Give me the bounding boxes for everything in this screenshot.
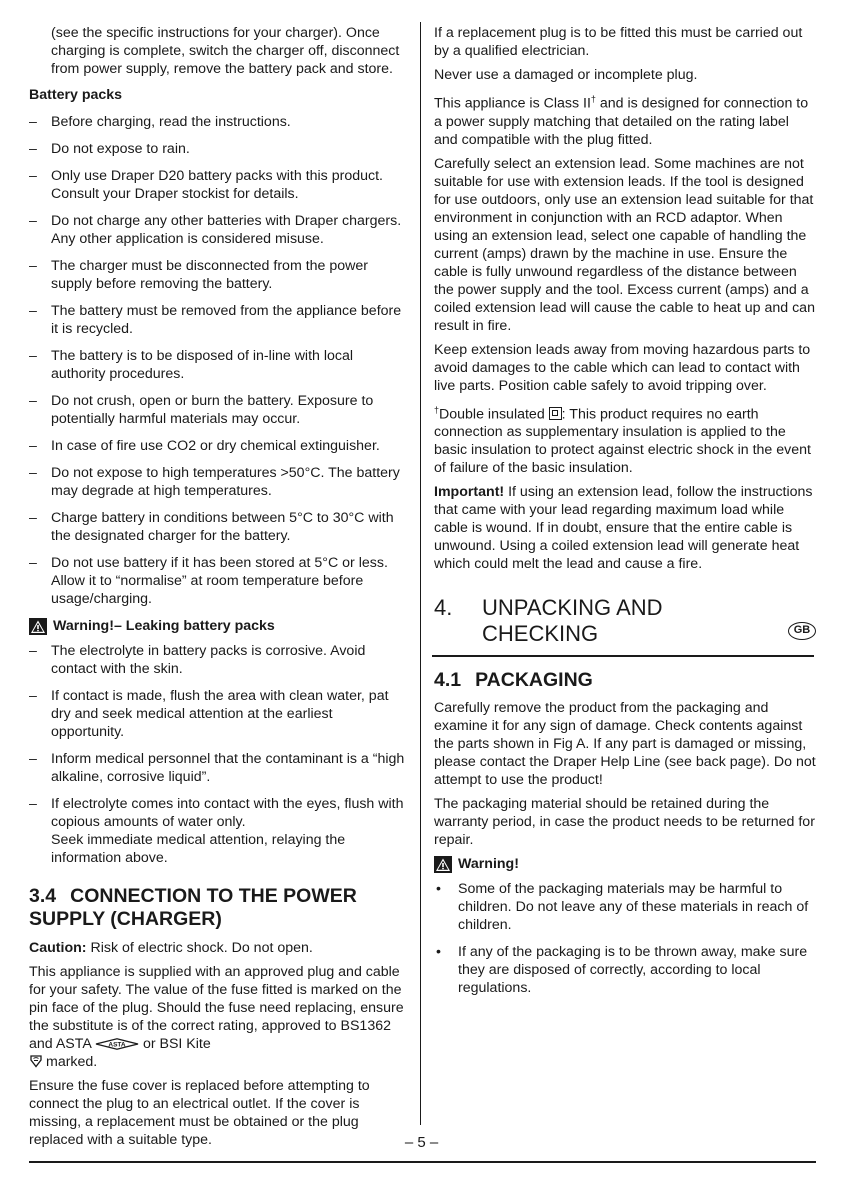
- battery-packs-heading: Battery packs: [29, 87, 123, 103]
- section-rule: [432, 655, 814, 657]
- double-insulated-icon: [549, 407, 562, 420]
- list-item: – Do not use battery if it has been stored at 5°C or less. Allow it to “normalise” at room temperature before usage/charging.: [29, 554, 407, 608]
- keep-away-paragraph: Keep extension leads away from moving hazardous parts to avoid damages to the cable which can lead to contact with live parts. Position cable safely to avoid tripping over.: [434, 341, 811, 394]
- leaking-battery-warning-heading: [29, 617, 407, 635]
- packaging-warning-list: [434, 880, 816, 997]
- plug-text: This appliance is supplied with an approved plug and cable for your safety. The value of the fuse fitted is marked on the pin face of the plug. Should the fuse need replacing, ensure the substitute is of the correct rating, approved to BS1362 and ASTA: [29, 964, 404, 1052]
- double-insulated-text: Double insulated: [439, 406, 549, 423]
- list-item: – Do not expose to high temperatures >50°C. The battery may degrade at high temperatures.: [29, 464, 407, 500]
- gb-language-badge: GB: [788, 622, 816, 640]
- warning-triangle-icon: [29, 618, 47, 635]
- section-3-4-heading: [29, 885, 407, 931]
- packaging-warning-heading: [434, 855, 816, 873]
- double-insulated-text: : This product requires no earth connection as supplementary insulation is applied to the basic insulation to protect against electric shock in the event of failure of the basic insulation.: [434, 406, 811, 477]
- list-item: – Inform medical personnel that the contaminant is a “high alkaline, corrosive liquid”.: [29, 750, 407, 786]
- list-item: • Some of the packaging materials may be harmful to children. Do not leave any of these materials in reach of children.: [434, 880, 816, 934]
- warning-title: – Leaking battery packs: [113, 618, 275, 634]
- section-4-1-heading: [434, 669, 816, 691]
- asta-mark-label: ASTA: [108, 1041, 126, 1049]
- class-ii-text: and is designed for connection to a power supply matching that detailed on the rating label and compatible with the plug fitted.: [434, 95, 809, 148]
- damaged-plug-paragraph: Never use a damaged or incomplete plug.: [434, 67, 698, 83]
- page-number: – 5 –: [404, 1134, 439, 1151]
- section-title: CONNECTION TO THE POWER SUPPLY (CHARGER): [29, 885, 357, 930]
- extension-lead-paragraph: Carefully select an extension lead. Some machines are not suitable for use with extension leads. If the tool is designed for use outdoors, only use an extension lead suitable for that environment in conjunction with an RCD adaptor. When using an extension lead, select one capable of handling the current (amps) drawn by the machine in use. Ensure the cable is fully unwound regardless of the distance between the power supply and the tool. Excess current (amps) and a coiled extension lead will cause the cable to heat up and can result in fire.: [434, 155, 815, 334]
- section-title-line1: UNPACKING AND: [482, 595, 663, 621]
- dagger-mark: †: [434, 404, 440, 415]
- section-number: 3.4: [29, 885, 57, 907]
- caution-paragraph: [29, 939, 407, 957]
- warning-label: Warning!: [458, 856, 519, 873]
- caution-text: Risk of electric shock. Do not open.: [86, 940, 313, 956]
- plug-text: marked.: [46, 1054, 98, 1070]
- section-4-heading: [434, 595, 816, 647]
- list-item: – If contact is made, flush the area with clean water, pat dry and seek medical attention at the earliest opportunity.: [29, 687, 407, 741]
- section-title-line2: CHECKING: [482, 621, 599, 647]
- section-number: 4.: [434, 595, 453, 621]
- plug-text: or BSI Kite: [139, 1036, 211, 1052]
- list-item: – The electrolyte in battery packs is corrosive. Avoid contact with the skin.: [29, 642, 407, 678]
- section-number: 4.1: [434, 669, 462, 692]
- charging-instructions-continued: (see the specific instructions for your charger). Once charging is complete, switch the charger off, disconnect from power supply, remove the battery pack and store.: [51, 25, 400, 77]
- battery-packs-list: [29, 113, 407, 608]
- packaging-retain-paragraph: The packaging material should be retained during the warranty period, in case the product needs to be returned for repair.: [434, 796, 815, 849]
- column-divider: [420, 22, 421, 1125]
- list-item: – The battery is to be disposed of in-line with local authority procedures.: [29, 347, 407, 383]
- fuse-cover-paragraph: Ensure the fuse cover is replaced before attempting to connect the plug to an electrical outlet. If the cover is missing, a replacement must be obtained or the plug replaced with a suitable type.: [29, 1078, 370, 1148]
- footer-rule: [29, 1161, 816, 1163]
- bsi-kite-icon: [29, 1054, 43, 1068]
- list-item: – The battery must be removed from the appliance before it is recycled.: [29, 302, 407, 338]
- list-item-text: Seek immediate medical attention, relaying the information above.: [51, 832, 346, 866]
- double-insulated-paragraph: [434, 401, 816, 478]
- list-item: – Do not crush, open or burn the battery. Exposure to potentially harmful materials may occur.: [29, 392, 407, 428]
- list-item-text: If electrolyte comes into contact with the eyes, flush with copious amounts of water only.: [51, 796, 404, 830]
- list-item: [29, 795, 407, 867]
- important-label: Important!: [434, 484, 505, 501]
- plug-paragraph: [29, 963, 407, 1071]
- dagger-mark: †: [590, 94, 596, 104]
- warning-label: Warning!: [53, 618, 114, 634]
- leaking-battery-list: [29, 642, 407, 867]
- important-text: If using an extension lead, follow the instructions that came with your lead regarding maximum load while cable is wound. If in doubt, ensure that the entire cable is unwound. Using a coiled extension lead will generate heat which could melt the lead and cause a fire.: [434, 484, 813, 573]
- class-ii-text: This appliance is Class II: [434, 95, 591, 112]
- replacement-plug-paragraph: If a replacement plug is to be fitted this must be carried out by a qualified electrician.: [434, 25, 803, 59]
- asta-mark-icon: [95, 1038, 139, 1050]
- caution-label: Caution:: [29, 940, 87, 956]
- list-item: – In case of fire use CO2 or dry chemical extinguisher.: [29, 437, 407, 455]
- list-item: – Charge battery in conditions between 5°C to 30°C with the designated charger for the battery.: [29, 509, 407, 545]
- list-item: – Before charging, read the instructions.: [29, 113, 407, 131]
- right-column: [434, 24, 816, 1006]
- list-item: – Only use Draper D20 battery packs with this product. Consult your Draper stockist for details.: [29, 167, 407, 203]
- class-ii-paragraph: [434, 90, 816, 149]
- list-item: – The charger must be disconnected from the power supply before removing the battery.: [29, 257, 407, 293]
- important-paragraph: [434, 483, 816, 573]
- list-item: – Do not expose to rain.: [29, 140, 407, 158]
- list-item: – Do not charge any other batteries with Draper chargers. Any other application is considered misuse.: [29, 212, 407, 248]
- left-column: [29, 24, 407, 1155]
- warning-triangle-icon: [434, 856, 452, 873]
- section-title: PACKAGING: [475, 669, 593, 692]
- list-item: • If any of the packaging is to be thrown away, make sure they are disposed of correctly, according to local regulations.: [434, 943, 816, 997]
- packaging-paragraph: Carefully remove the product from the packaging and examine it for any sign of damage. Check contents against the parts shown in Fig A. If any part is damaged or missing, please contact the Draper Help Line (see back page). Do not attempt to use the product!: [434, 700, 816, 789]
